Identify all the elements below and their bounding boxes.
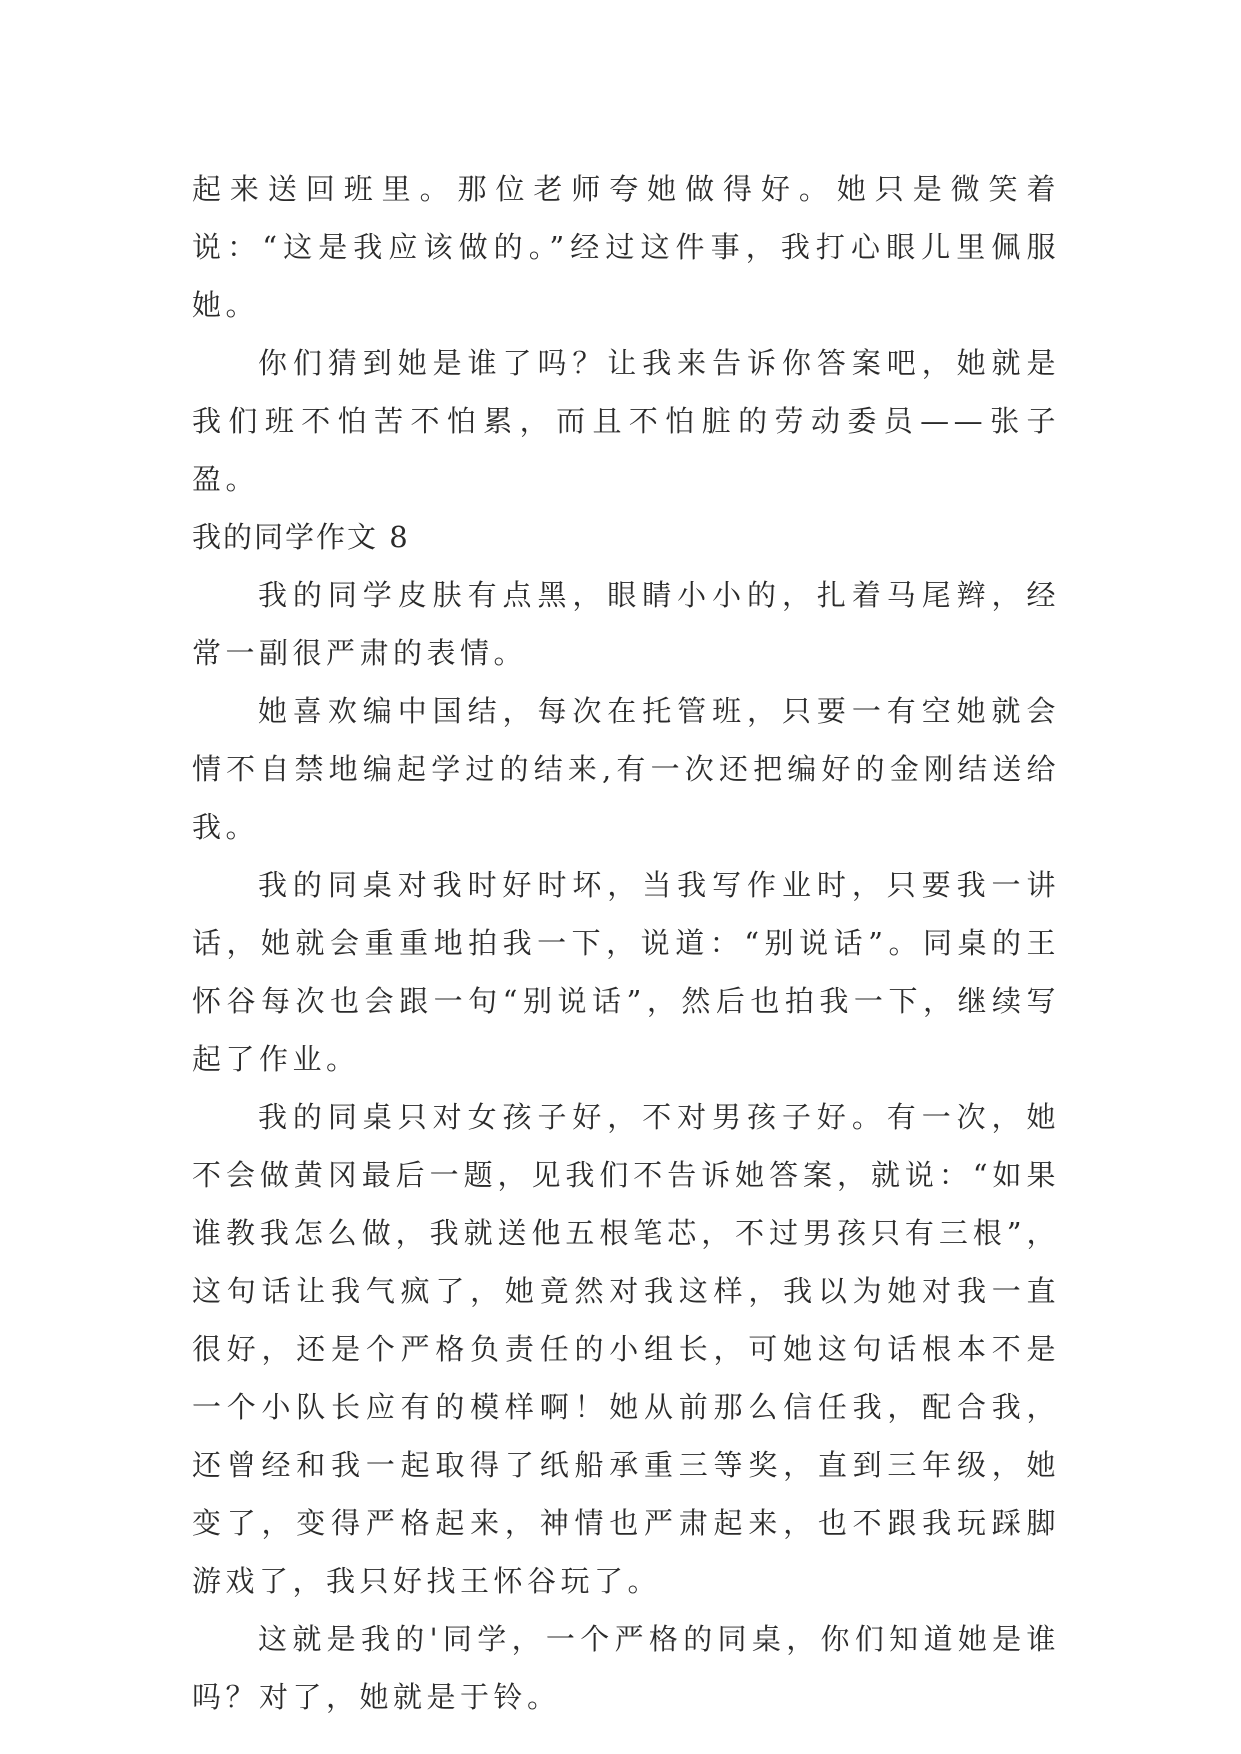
paragraph-4: 她喜欢编中国结，每次在托管班，只要一有空她就会情不自禁地编起学过的结来,有一次还把编好的金刚结送给我。 bbox=[192, 694, 1060, 844]
section-heading: 我的同学作文 8 bbox=[192, 520, 410, 554]
paragraph-2: 你们猜到她是谁了吗？让我来告诉你答案吧，她就是我们班不怕苦不怕累，而且不怕脏的劳动委员——张子盈。 bbox=[192, 346, 1060, 496]
paragraph-1: 起来送回班里。那位老师夸她做得好。她只是微笑着说：“这是我应该做的。”经过这件事，我打心眼儿里佩服她。 bbox=[192, 172, 1060, 322]
document-body bbox=[192, 160, 1060, 1726]
paragraph-5: 我的同桌对我时好时坏，当我写作业时，只要我一讲话，她就会重重地拍我一下，说道：“别说话”。同桌的王怀谷每次也会跟一句“别说话”，然后也拍我一下，继续写起了作业。 bbox=[192, 868, 1060, 1076]
paragraph-7: 这就是我的'同学，一个严格的同桌，你们知道她是谁吗？对了，她就是于铃。 bbox=[192, 1622, 1060, 1714]
paragraph-6: 我的同桌只对女孩子好，不对男孩子好。有一次，她不会做黄冈最后一题，见我们不告诉她答案，就说：“如果谁教我怎么做，我就送他五根笔芯，不过男孩只有三根”，这句话让我气疯了，她竟然对我这样，我以为她对我一直很好，还是个严格负责任的小组长，可她这句话根本不是一个小队长应有的模样啊！她从前那么信任我，配合我，还曾经和我一起取得了纸船承重三等奖，直到三年级，她变了，变得严格起来，神情也严肃起来，也不跟我玩踩脚游戏了，我只好找王怀谷玩了。 bbox=[192, 1100, 1060, 1598]
paragraph-3: 我的同学皮肤有点黑，眼睛小小的，扎着马尾辫，经常一副很严肃的表情。 bbox=[192, 578, 1060, 670]
